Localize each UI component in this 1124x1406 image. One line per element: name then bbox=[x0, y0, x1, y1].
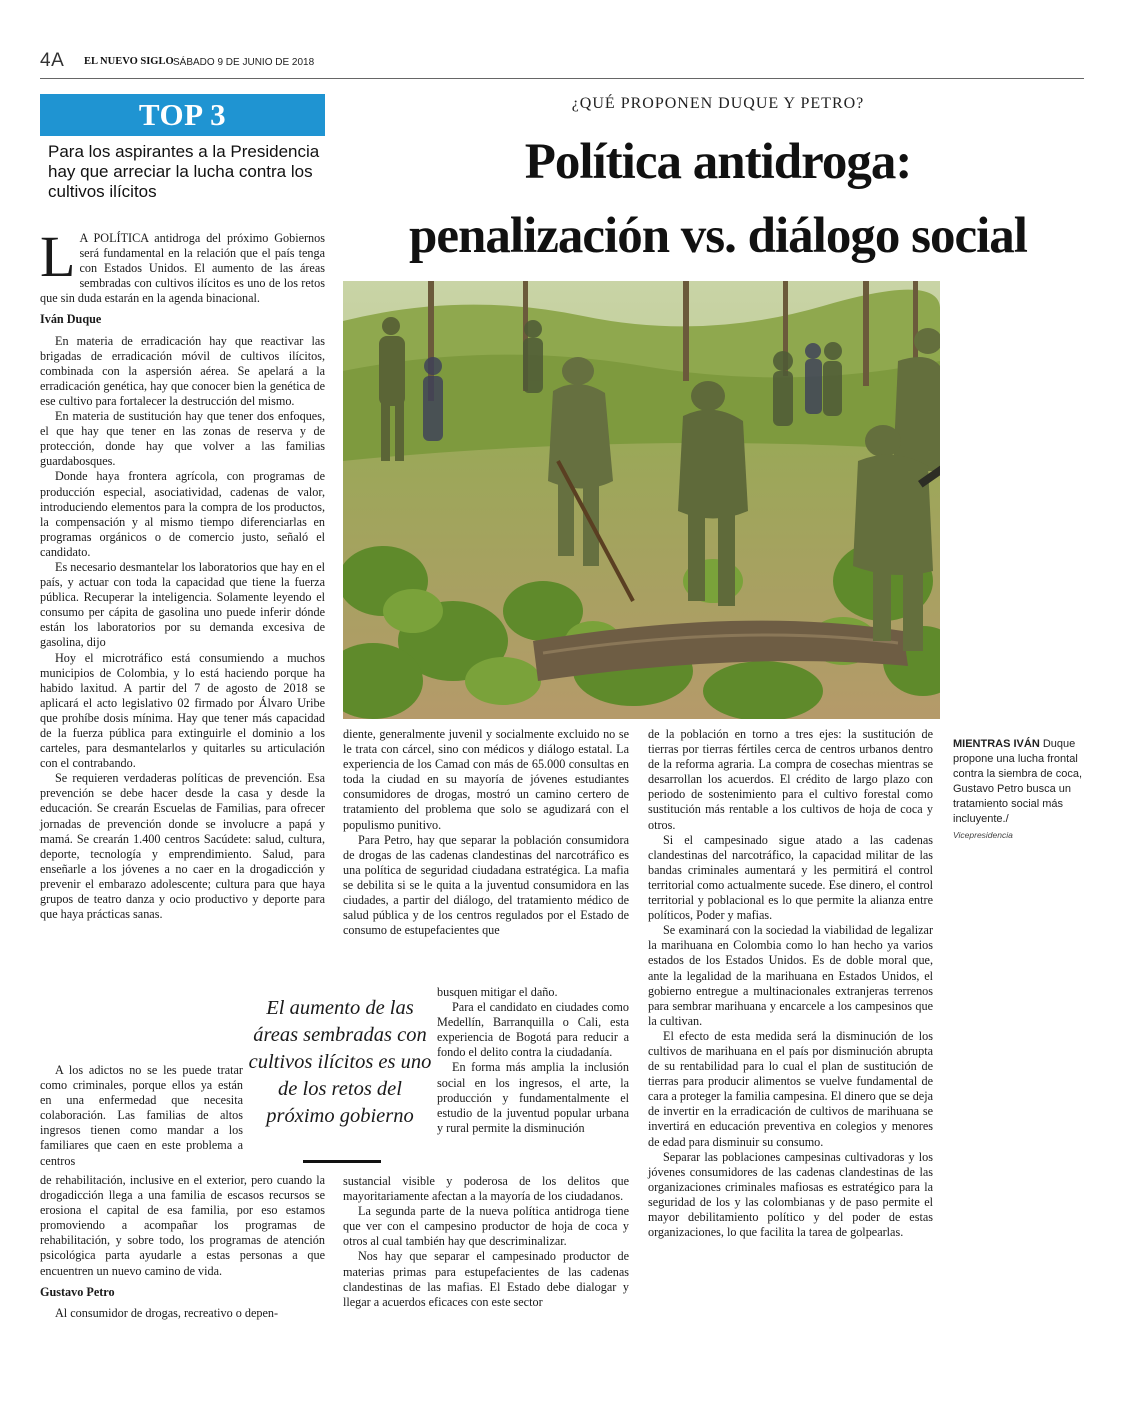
body-paragraph: Separar las poblaciones campesinas cultivadoras y los jóvenes consumidores de las cadenas clandestinas de las organizaciones criminales mafiosas es estratégico para la seguridad de los y las colombianas y de paso permite el mayor debilitamiento político y del poder de estas organizaciones, lo que facilita la tarea de golpearlas. bbox=[648, 1149, 933, 1240]
pull-quote-rule bbox=[303, 1160, 381, 1163]
masthead: EL NUEVO SIGLO bbox=[84, 56, 174, 67]
byline-petro: Gustavo Petro bbox=[40, 1284, 115, 1299]
body-column-2-bottom bbox=[343, 1174, 629, 1310]
photo-caption bbox=[953, 737, 1085, 843]
body-paragraph: Donde haya frontera agrícola, con programas de producción especial, asociatividad, cadenas de valor, introduciendo elementos para la compra de los productos, la compensación y al mismo tiempo diferenciarlas en programas orgánicos o de comercio justo, señaló el candidato. bbox=[40, 469, 325, 559]
body-paragraph: Es necesario desmantelar los laboratorios que hay en el país, y actuar con toda la capacidad que tiene la fuerza pública. Recuperar la inteligencia. Solamente leyendo el consumo per cápita de gasolina uno puede inferir dónde están los laboratorios por su demanda excesiva de gasolina, dijo bbox=[40, 559, 325, 650]
top3-subtitle: Para los aspirantes a la Presidencia hay que arreciar la lucha contra los cultivos ilícitos bbox=[48, 142, 320, 201]
body-paragraph: La segunda parte de la nueva política antidroga tiene que ver con el campesino productor de hoja de coca y otros al cual también hay que descriminalizar. bbox=[343, 1204, 629, 1249]
body-column-1-bottom bbox=[40, 1173, 325, 1321]
body-paragraph: En forma más amplia la inclusión social en los ingresos, el arte, la producción y fundamentalmente el estudio de la juventud popular urbana y rural permite la disminución bbox=[437, 1060, 629, 1135]
body-paragraph: Nos hay que separar el campesinado productor de materias primas para estupefacientes de las cadenas clandestinas de las mafias. El Estado debe dialogar y llegar a acuerdos eficaces con este sector bbox=[343, 1249, 629, 1309]
body-paragraph: de la población en torno a tres ejes: la sustitución de tierras por tierras fértiles cerca de centros urbanos dentro de la reforma agraria. La compra de cosechas mientras se desarrollan los acuerdos. El crédito de largo plazo con periodo de sostenimiento para el cultivo forestal como sustitución más rentable a los cultivos de hoja de coca y otros. bbox=[648, 727, 933, 832]
soldiers-eradication-photo bbox=[343, 281, 940, 719]
article-kicker: ¿QUÉ PROPONEN DUQUE Y PETRO? bbox=[571, 95, 865, 112]
body-column-1-narrow bbox=[40, 1063, 243, 1169]
body-column-3 bbox=[648, 727, 933, 1240]
caption-lead: MIENTRAS IVÁN bbox=[953, 738, 1040, 750]
page-header bbox=[40, 50, 1084, 79]
body-paragraph: diente, generalmente juvenil y socialmente excluido no se le trata con cárcel, sino con médicos y diálogo estatal. La experiencia de los Camad con más de 65.000 consultas en toda la ciudad en su mayoría de jóvenes estudiantes consumidores de drogas, mostró un camino certero de tratamiento del problema que solo se agudizará con el populismo punitivo. bbox=[343, 727, 629, 832]
body-paragraph: En materia de sustitución hay que tener dos enfoques, el que hay que tener en las zonas de reserva y de protección, donde hay que volver a las familias guardabosques. bbox=[40, 409, 325, 469]
body-paragraph: de rehabilitación, inclusive en el exterior, pero cuando la drogadicción llega a una familia de escasos recursos se erosiona el capital de esa familia, por eso estamos promoviendo a acompañar los programas de rehabilitación, y sobre todo, los programas de atención psicológica parta ayudarle a estas personas a que encuentren un nuevo camino de vida. bbox=[40, 1173, 325, 1278]
body-paragraph: A los adictos no se les puede tratar como criminales, porque ellos ya están en una enfermedad que necesita colaboración. Las familias de altos ingresos tienen como mandar a los familiares que caen en este problema a centros bbox=[40, 1063, 243, 1168]
body-column-1 bbox=[40, 224, 325, 922]
body-paragraph: En materia de erradicación hay que reactivar las brigadas de erradicación móvil de cultivos ilícitos, combinada con la aspersión aérea. Se apelará a la erradicación genética, hay que conocer bien la genética de ese cultivo para fortalecer la destrucción del mismo. bbox=[40, 333, 325, 408]
headline-line-2: penalización vs. diálogo social bbox=[409, 208, 1027, 264]
body-paragraph: Se requieren verdaderas políticas de prevención. Esa prevención se debe hacer desde la casa y desde la educación. Se crearán Escuelas de Familias, para ofrecer jornadas de prevención donde se involucre a papá y mamá. Se crearán 1.400 centros Sacúdete: salud, cultura, deporte, tecnología y emprendimiento. Salud, para enseñarle a los jóvenes a no caer en la drogadicción y prevenir el embarazo adolescente; cultura para que haya grupos de teatro danza y ocio productivo y deporte para que haya prácticas sanas. bbox=[40, 771, 325, 922]
body-paragraph: Se examinará con la sociedad la viabilidad de legalizar la marihuana en Colombia como lo han hecho ya varios estados de los Estados Unidos. Es de doble moral que, ante la legalidad de la marihuana en Estados Unidos, el gobierno entregue a multinacionales extranjeras terrenos para sembrar marihuana y encarcele a los campesinos que la cultivan. bbox=[648, 923, 933, 1028]
body-paragraph: El efecto de esta medida será la disminución de los cultivos de marihuana en el país por disminución abrupta de su rentabilidad para lo cual el plan de sustitución de tierras para producir alimentos se vuelve fundamental de cara a proteger la familia campesina. El dinero que se deja de invertir en la erradicación de cultivos de marihuana se invertirá en educación preventiva en colegios y menores de edad para disminuir su consumo. bbox=[648, 1028, 933, 1149]
article-photo bbox=[343, 281, 940, 719]
top3-banner bbox=[40, 94, 325, 136]
body-column-2 bbox=[343, 727, 629, 938]
body-paragraph: Para el candidato en ciudades como Medellín, Barranquilla o Cali, esta experiencia de Bogotá para reducir a fondo el delito contra la ciudadanía. bbox=[437, 1000, 629, 1060]
body-paragraph: Al consumidor de drogas, recreativo o depen- bbox=[55, 1305, 279, 1320]
dateline: SÁBADO 9 DE JUNIO DE 2018 bbox=[173, 57, 315, 68]
pull-quote: El aumento de las áreas sembradas con cultivos ilícitos es uno de los retos del próximo gobierno bbox=[248, 997, 432, 1127]
body-paragraph: sustancial visible y poderosa de los delitos que mayoritariamente afectan a la mayoría de los ciudadanos. bbox=[343, 1174, 629, 1204]
caption-text: Duque propone una lucha frontal contra la siembra de coca, Gustavo Petro busca un tratamiento social más incluyente./ bbox=[953, 738, 1083, 825]
headline-line-1: Política antidroga: bbox=[524, 134, 912, 190]
dropcap: L bbox=[40, 224, 76, 289]
body-paragraph: busquen mitigar el daño. bbox=[437, 985, 558, 999]
body-paragraph: Para Petro, hay que separar la población consumidora de drogas de las cadenas clandestinas del narcotráfico es una política de seguridad ciudadana estratégica. La mafia se debilita si se le quita a la juventud consumidora en las ciudades, a partir del diálogo, del tratamiento médico de salud pública y de los centros regulados por el Estado de consumo de estupefacientes que bbox=[343, 832, 629, 938]
page-number: 4A bbox=[40, 50, 65, 71]
top3-label: TOP 3 bbox=[138, 97, 227, 132]
body-column-2-narrow bbox=[437, 985, 629, 1136]
body-paragraph: Hoy el microtráfico está consumiendo a muchos municipios de Colombia, y lo está haciendo porque ha habido laxitud. A partir del 7 de agosto de 2018 se aplicará el acto legislativo 02 firmado por Álvaro Uribe que prohíbe dosis mínima. Hay que tener más capacidad de la fuerza pública para extinguirle el dominio a los carteles, para desmantelarlos y quitarles su articulación con el contrabando. bbox=[40, 650, 325, 771]
body-paragraph: Si el campesinado sigue atado a las cadenas clandestinas del narcotráfico, la capacidad militar de las bandas criminales aumentará y les permitirá el control territorial como actualmente sucede. Ese dinero, el control territorial y poblacional es lo que permite la alianza entre políticos, Poder y mafias. bbox=[648, 832, 933, 923]
lead-paragraph: L A POLÍTICA antidroga del próximo Gobiernos será fundamental en la relación que el país tenga con Estados Unidos. El aumento de las áreas sembradas con cultivos ilícitos es uno de los retos que sin duda estarán en la agenda binacional. bbox=[40, 224, 325, 306]
article-headline bbox=[350, 125, 1086, 273]
byline-duque: Iván Duque bbox=[40, 312, 102, 327]
photo-credit: Vicepresidencia bbox=[953, 830, 1013, 840]
